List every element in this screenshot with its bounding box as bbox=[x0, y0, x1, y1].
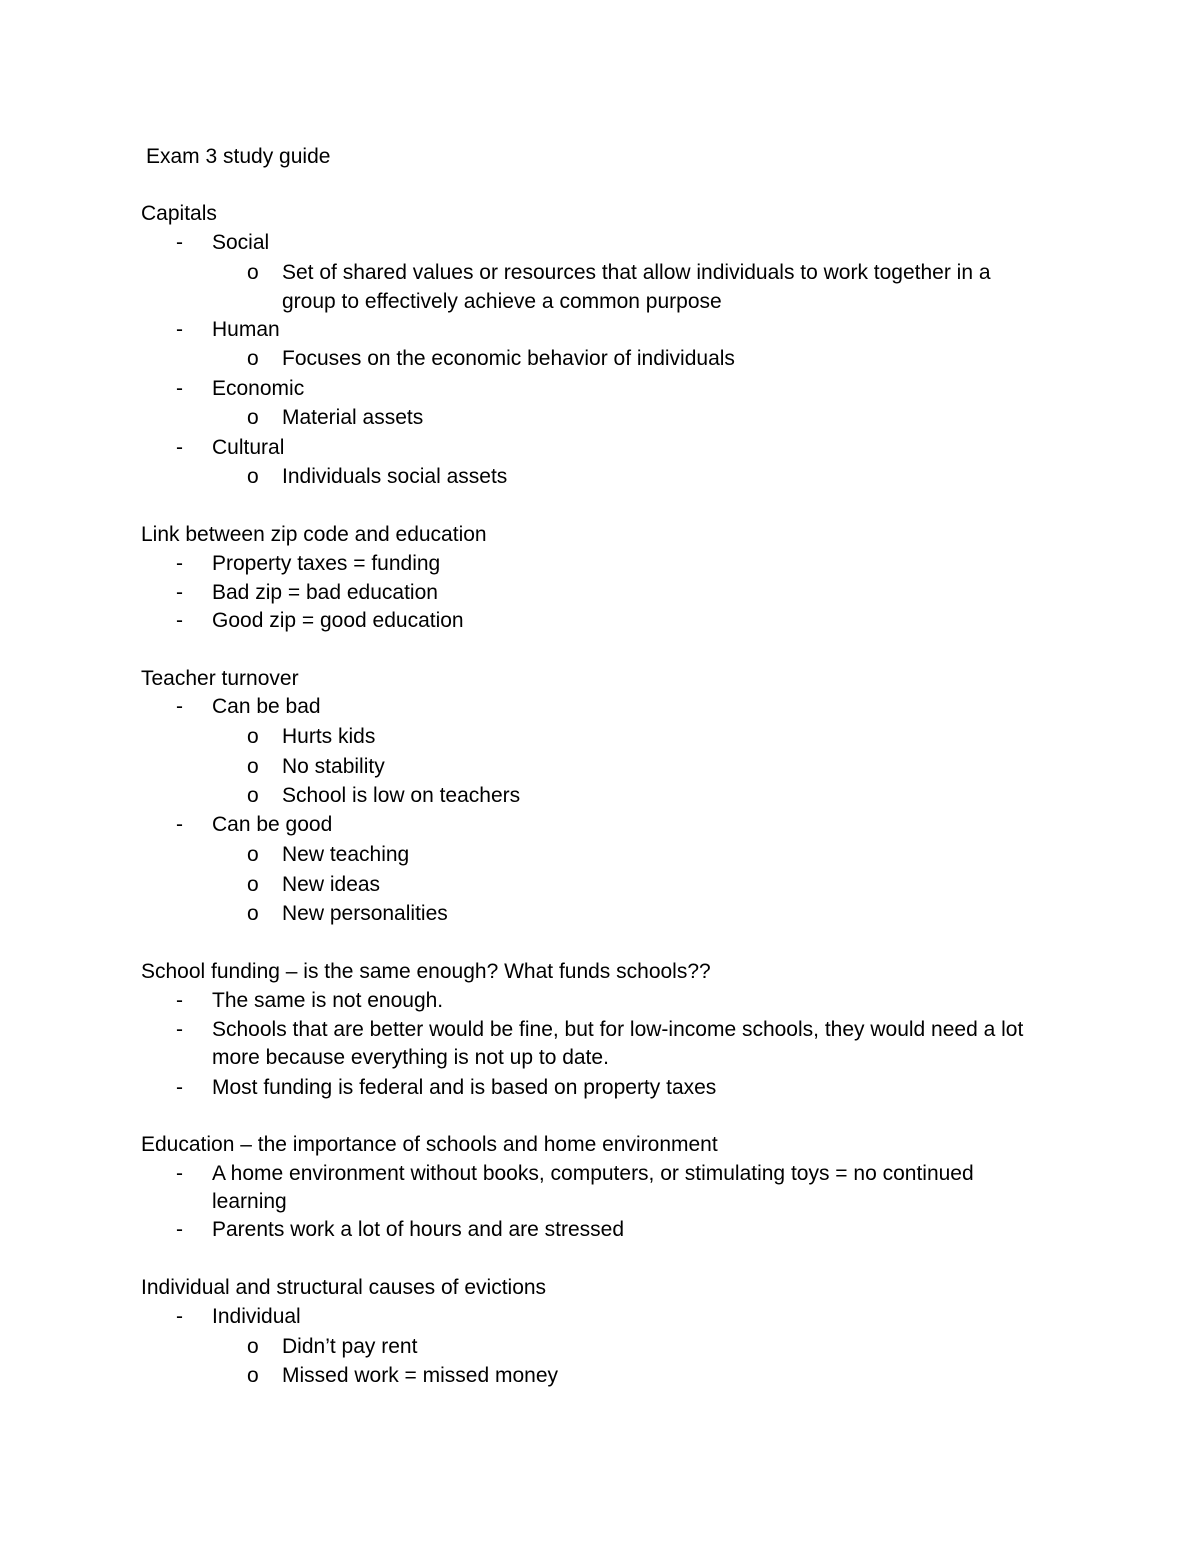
sub-list-item: School is low on teachers bbox=[282, 784, 521, 807]
circle-bullet: o bbox=[247, 725, 259, 748]
list-item-continuation: more because everything is not up to date. bbox=[212, 1046, 609, 1069]
dash-bullet: - bbox=[176, 231, 183, 254]
section-heading-evictions: Individual and structural causes of evictions bbox=[141, 1276, 547, 1299]
document-title: Exam 3 study guide bbox=[146, 145, 331, 168]
circle-bullet: o bbox=[247, 261, 259, 284]
list-item: Cultural bbox=[212, 436, 285, 459]
section-heading-zip: Link between zip code and education bbox=[141, 523, 487, 546]
dash-bullet: - bbox=[176, 1305, 183, 1328]
circle-bullet: o bbox=[247, 784, 259, 807]
sub-list-item: No stability bbox=[282, 755, 385, 778]
sub-list-item-continuation: group to effectively achieve a common purpose bbox=[282, 290, 722, 313]
list-item: Parents work a lot of hours and are stressed bbox=[212, 1218, 625, 1241]
sub-list-item: Missed work = missed money bbox=[282, 1364, 559, 1387]
list-item: Individual bbox=[212, 1305, 301, 1328]
dash-bullet: - bbox=[176, 695, 183, 718]
dash-bullet: - bbox=[176, 1018, 183, 1041]
circle-bullet: o bbox=[247, 347, 259, 370]
dash-bullet: - bbox=[176, 813, 183, 836]
section-heading-turnover: Teacher turnover bbox=[141, 667, 299, 690]
sub-list-item: Individuals social assets bbox=[282, 465, 508, 488]
circle-bullet: o bbox=[247, 406, 259, 429]
dash-bullet: - bbox=[176, 318, 183, 341]
list-item: Can be bad bbox=[212, 695, 321, 718]
list-item: Bad zip = bad education bbox=[212, 581, 438, 604]
dash-bullet: - bbox=[176, 436, 183, 459]
list-item: Most funding is federal and is based on property taxes bbox=[212, 1076, 717, 1099]
circle-bullet: o bbox=[247, 902, 259, 925]
sub-list-item: Focuses on the economic behavior of individuals bbox=[282, 347, 735, 370]
dash-bullet: - bbox=[176, 1076, 183, 1099]
section-heading-education: Education – the importance of schools and home environment bbox=[141, 1133, 718, 1156]
list-item: Property taxes = funding bbox=[212, 552, 441, 575]
sub-list-item: Didn’t pay rent bbox=[282, 1335, 418, 1358]
list-item: Social bbox=[212, 231, 270, 254]
dash-bullet: - bbox=[176, 609, 183, 632]
list-item: A home environment without books, computers, or stimulating toys = no continued bbox=[212, 1162, 974, 1185]
list-item: Can be good bbox=[212, 813, 333, 836]
circle-bullet: o bbox=[247, 755, 259, 778]
sub-list-item: Material assets bbox=[282, 406, 424, 429]
sub-list-item: Set of shared values or resources that allow individuals to work together in a bbox=[282, 261, 991, 284]
section-heading-funding: School funding – is the same enough? What funds schools?? bbox=[141, 960, 711, 983]
sub-list-item: New personalities bbox=[282, 902, 448, 925]
sub-list-item: New teaching bbox=[282, 843, 410, 866]
list-item: The same is not enough. bbox=[212, 989, 444, 1012]
sub-list-item: New ideas bbox=[282, 873, 381, 896]
circle-bullet: o bbox=[247, 873, 259, 896]
list-item: Good zip = good education bbox=[212, 609, 464, 632]
dash-bullet: - bbox=[176, 989, 183, 1012]
dash-bullet: - bbox=[176, 552, 183, 575]
list-item-continuation: learning bbox=[212, 1190, 287, 1213]
dash-bullet: - bbox=[176, 377, 183, 400]
section-heading-capitals: Capitals bbox=[141, 202, 217, 225]
dash-bullet: - bbox=[176, 581, 183, 604]
circle-bullet: o bbox=[247, 843, 259, 866]
dash-bullet: - bbox=[176, 1218, 183, 1241]
dash-bullet: - bbox=[176, 1162, 183, 1185]
list-item: Economic bbox=[212, 377, 305, 400]
sub-list-item: Hurts kids bbox=[282, 725, 376, 748]
list-item: Human bbox=[212, 318, 280, 341]
list-item: Schools that are better would be fine, but for low-income schools, they would need a lot bbox=[212, 1018, 1024, 1041]
circle-bullet: o bbox=[247, 465, 259, 488]
circle-bullet: o bbox=[247, 1364, 259, 1387]
circle-bullet: o bbox=[247, 1335, 259, 1358]
